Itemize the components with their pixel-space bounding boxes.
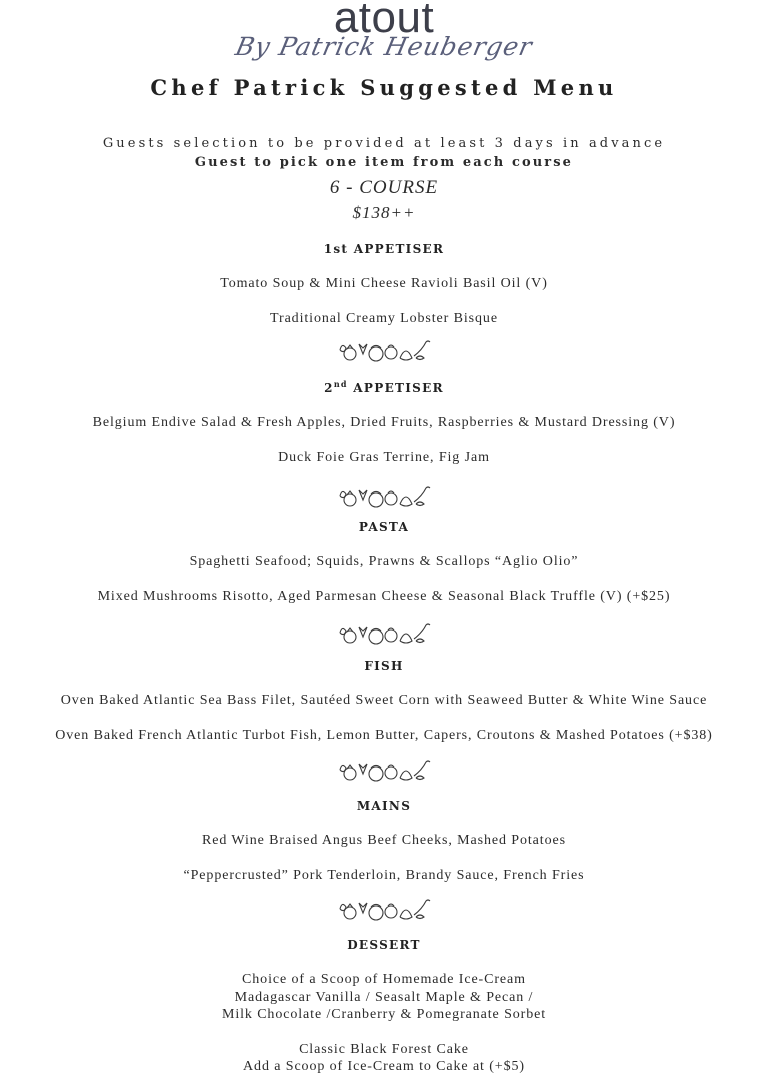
menu-item: Duck Foie Gras Terrine, Fig Jam <box>278 450 490 465</box>
menu-item: Belgium Endive Salad & Fresh Apples, Dried Fruits, Raspberries & Mustard Dressing (V) <box>92 415 676 430</box>
menu-price: $138++ <box>352 203 416 222</box>
course-heading-mains: MAINS <box>356 799 412 813</box>
course-heading-dessert: DESSERT <box>347 938 421 952</box>
vegetable-garland-icon <box>0 336 768 364</box>
vegetable-garland-icon <box>0 482 768 510</box>
menu-title: Chef Patrick Suggested Menu <box>150 75 618 100</box>
vegetable-garland-icon <box>0 619 768 647</box>
menu-item-detail: Milk Chocolate /Cranberry & Pomegranate Sorbet <box>221 1007 547 1022</box>
course-heading-appetiser-1: 1st APPETISER <box>323 242 445 256</box>
chef-signature: By Patrick Heuberger <box>232 32 536 61</box>
vegetable-garland-icon <box>0 895 768 923</box>
menu-item-detail: Madagascar Vanilla / Seasalt Maple & Pecan / <box>234 990 534 1005</box>
menu-item: Mixed Mushrooms Risotto, Aged Parmesan Cheese & Seasonal Black Truffle (V) (+$25) <box>97 589 671 604</box>
menu-item: Oven Baked French Atlantic Turbot Fish, Lemon Butter, Capers, Croutons & Mashed Potatoes (+$38) <box>55 728 713 743</box>
restaurant-logo: atout <box>333 0 435 42</box>
menu-item: “Peppercrusted” Pork Tenderloin, Brandy Sauce, French Fries <box>183 868 585 883</box>
course-heading-pasta: PASTA <box>358 520 410 534</box>
course-heading-fish: FISH <box>364 659 404 673</box>
menu-item: Classic Black Forest Cake <box>299 1042 469 1057</box>
menu-item: Spaghetti Seafood; Squids, Prawns & Scallops “Aglio Olio” <box>189 554 579 569</box>
menu-item: Choice of a Scoop of Homemade Ice-Cream <box>242 972 526 987</box>
menu-item: Red Wine Braised Angus Beef Cheeks, Mashed Potatoes <box>202 833 566 848</box>
course-count: 6 - COURSE <box>329 177 439 198</box>
menu-item: Traditional Creamy Lobster Bisque <box>270 311 498 326</box>
menu-item-detail: Add a Scoop of Ice-Cream to Cake at (+$5) <box>243 1059 525 1074</box>
menu-item: Tomato Soup & Mini Cheese Ravioli Basil Oil (V) <box>220 276 548 291</box>
selection-instructions: Guest to pick one item from each course <box>194 155 574 170</box>
vegetable-garland-icon <box>0 756 768 784</box>
menu-item: Oven Baked Atlantic Sea Bass Filet, Sautéed Sweet Corn with Seaweed Butter & White Wine Sauce <box>60 693 708 708</box>
advance-notice: Guests selection to be provided at least 3 days in advance <box>102 136 666 151</box>
course-heading-appetiser-2: 2nd APPETISER <box>324 379 444 395</box>
